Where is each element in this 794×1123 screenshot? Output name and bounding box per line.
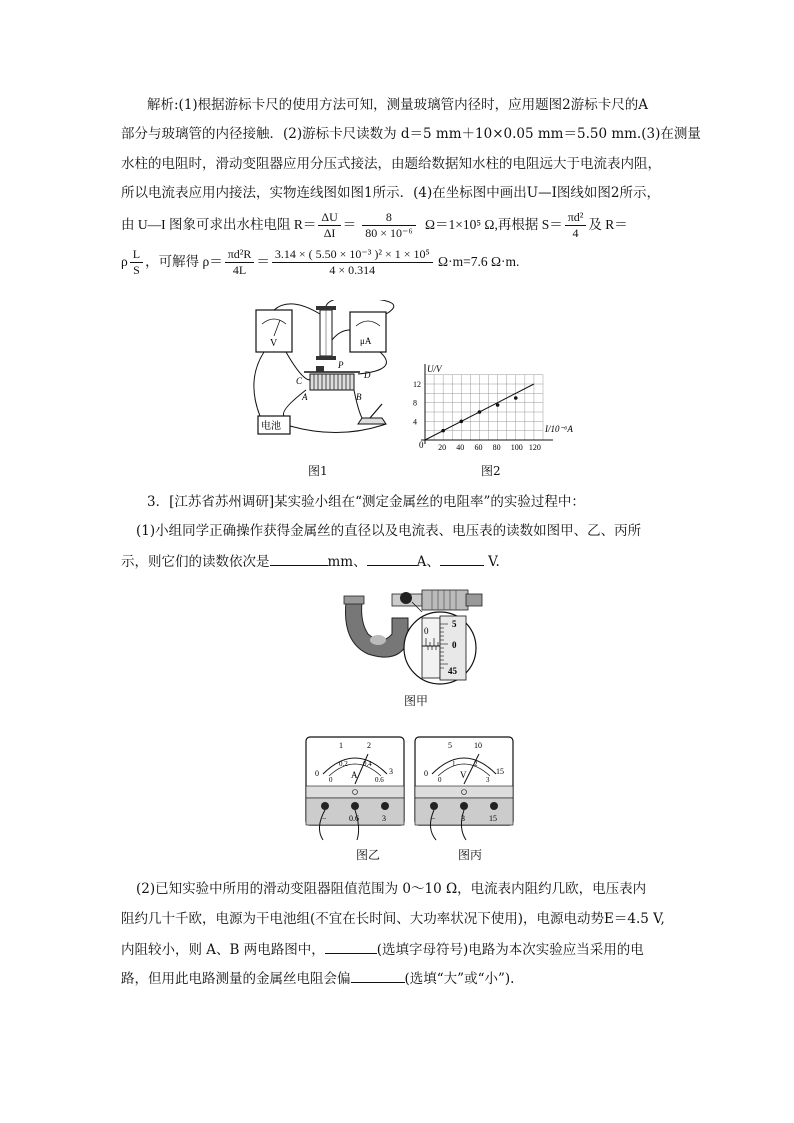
svg-text:0.2: 0.2 [339,760,348,768]
y-axis-label: U/V [427,364,442,374]
answer-blank-diameter[interactable] [270,551,328,566]
ammeter-unit: A [351,770,358,780]
terminal-3[interactable] [381,802,389,810]
y-tick-label: 12 [413,380,421,389]
q3-line-3: 示，则它们的读数依次是 mm、 A、 V. [121,551,500,571]
svg-text:0: 0 [424,769,428,778]
switch-icon [358,418,386,424]
answer-blank-current[interactable] [367,551,417,566]
svg-text:1: 1 [452,760,456,768]
y-tick-label: 8 [413,398,417,408]
svg-text:0.6: 0.6 [349,814,359,823]
x-tick-label: 80 [492,443,501,452]
svg-text:−: − [322,814,327,823]
fraction-l-s: $\frac{L}{S}$ [130,247,143,278]
svg-text:10: 10 [474,741,482,750]
x-tick-label: 120 [528,443,541,452]
fraction-rho: $\frac{\text{πd²R}}{4L}$ [225,247,255,278]
x-tick-label: 20 [438,443,447,452]
svg-text:3: 3 [389,767,393,776]
q3b-line-2: 阻约几十千欧，电源为干电池组(不宜在长时间、大功率状况下使用)，电源电动势E＝4.5 V, [121,911,665,927]
analysis-line-4: 所以电流表应用内接法，实物连线图如图1所示．(4)在坐标图中画出U—I图线如图2所示， [121,185,661,201]
data-point [441,429,445,433]
x-tick-label: 100 [510,443,523,452]
fraction-8-80e-6: $\frac{8}{\text{80 × 10⁻⁶}}$ [362,210,415,241]
q3b-line-3: 内阻较小，则 A、B 两电路图中， (选填字母符号)电路为本次实验应当采用的电 [121,939,644,959]
svg-text:0.4: 0.4 [363,760,372,768]
svg-text:0: 0 [329,776,333,784]
ammeter-figure [305,736,405,842]
svg-text:15: 15 [489,814,497,823]
q3-line-1: 3．[江苏省苏州调研]某实验小组在“测定金属丝的电阻率”的实验过程中： [147,494,585,510]
text: 由 U—I 图象可求出水柱电阻 R＝ [121,217,317,232]
battery-label: 电池 [261,421,281,432]
fig2-ui-graph [405,362,605,457]
answer-blank-bias[interactable] [351,968,405,983]
terminal-negative[interactable] [321,802,329,810]
label-b: B [356,392,362,402]
svg-text:15: 15 [496,767,504,776]
svg-text:1: 1 [339,741,343,750]
svg-text:2: 2 [474,760,478,768]
fig-yi-caption: 图乙 [356,848,381,862]
y-tick-label: 4 [413,417,417,427]
micrometer-figure [338,582,486,688]
label-p: P [338,360,344,370]
thimble-5-label: 5 [452,619,457,629]
thimble-45-label: 45 [448,666,457,676]
ammeter-label: μA [360,336,372,346]
fig-jia-caption: 图甲 [404,694,429,708]
fraction-area: $\frac{\text{πd²}}{4}$ [565,210,587,241]
svg-text:−: − [431,814,436,823]
x-tick-label: 40 [456,443,465,452]
terminal-15[interactable] [490,802,498,810]
terminal-0-6[interactable] [351,802,359,810]
svg-text:3: 3 [382,814,386,823]
terminal-3[interactable] [460,802,468,810]
voltmeter-label: V [270,338,278,349]
microammeter-icon [350,312,386,352]
answer-blank-voltage[interactable] [440,551,484,566]
fraction-du-di: $\frac{\Delta U}{\Delta I}$ [318,210,340,241]
q3b-line-1: (2)已知实验中所用的滑动变阻器阻值范围为 0～10 Ω，电流表内阻约几欧，电压表内 [136,881,647,897]
data-point [514,396,518,400]
analysis-line-1: 解析:(1)根据游标卡尺的使用方法可知，测量玻璃管内径时，应用题图2游标卡尺的A [147,97,649,113]
x-axis-label: I/10⁻⁶A [545,424,573,434]
answer-blank-circuit[interactable] [325,939,377,954]
label-a: A [302,392,308,402]
sleeve-zero-label: 0 [424,626,429,636]
analysis-line-6: ρ $\frac{L}{S}$ ，可解得 ρ＝ $\frac{\text{πd²R}}{4L}$ ＝ $\frac{\text{3.14 × ( 5.50 × 10⁻³ )² × 1 × 10⁵}}{4 \times 0.314}$ Ω·m=7.6 Ω·m. [121,247,520,278]
svg-text:5: 5 [448,741,452,750]
label-d: D [364,370,371,380]
analysis-line-5: 由 U—I 图象可求出水柱电阻 R＝ $\frac{\Delta U}{\Delta I}$ ＝ $\frac{8}{\text{80 × 10⁻⁶}}$ Ω＝1×10⁵ Ω,再根据 S＝ $\frac{\text{πd²}}{4}$ 及 R＝ [121,210,628,241]
fig2-caption: 图2 [481,464,501,478]
origin-label: 0 [419,440,424,450]
svg-text:3: 3 [486,776,490,784]
thimble-0-label: 0 [452,640,457,650]
micrometer-thimble [422,590,468,610]
voltmeter-figure [414,736,514,842]
analysis-line-3: 水柱的电阻时，滑动变阻器应用分压式接法，由题给数据知水柱的电阻远大于电流表内阻， [121,156,661,172]
fraction-calculation: $\frac{\text{3.14 × ( 5.50 × 10⁻³ )² × 1 × 10⁵}}{4 \times 0.314}$ [272,247,433,278]
svg-text:0.6: 0.6 [375,776,384,784]
svg-text:2: 2 [367,741,371,750]
rheostat-icon [310,374,354,390]
data-point [460,420,464,424]
label-c: C [296,376,303,386]
svg-text:3: 3 [461,814,465,823]
svg-text:0: 0 [438,776,442,784]
fig-bing-caption: 图丙 [458,848,483,862]
x-tick-label: 60 [474,443,483,452]
analysis-line-2: 部分与玻璃管的内径接触．(2)游标卡尺读数为 d＝5 mm＋10×0.05 mm＝5.50 mm.(3)在测量 [121,126,701,142]
fig1-caption: 图1 [308,464,328,478]
fig1-circuit-diagram [240,300,410,440]
q3b-line-4: 路，但用此电路测量的金属丝电阻会偏 (选填“大”或“小”). [121,968,514,988]
micrometer-frame-icon [345,602,408,657]
voltmeter-unit: V [460,770,467,780]
terminal-negative[interactable] [430,802,438,810]
svg-text:0: 0 [315,769,319,778]
data-point [478,410,482,414]
data-point [496,403,500,407]
q3-line-2: (1)小组同学正确操作获得金属丝的直径以及电流表、电压表的读数如图甲、乙、丙所 [136,523,642,539]
